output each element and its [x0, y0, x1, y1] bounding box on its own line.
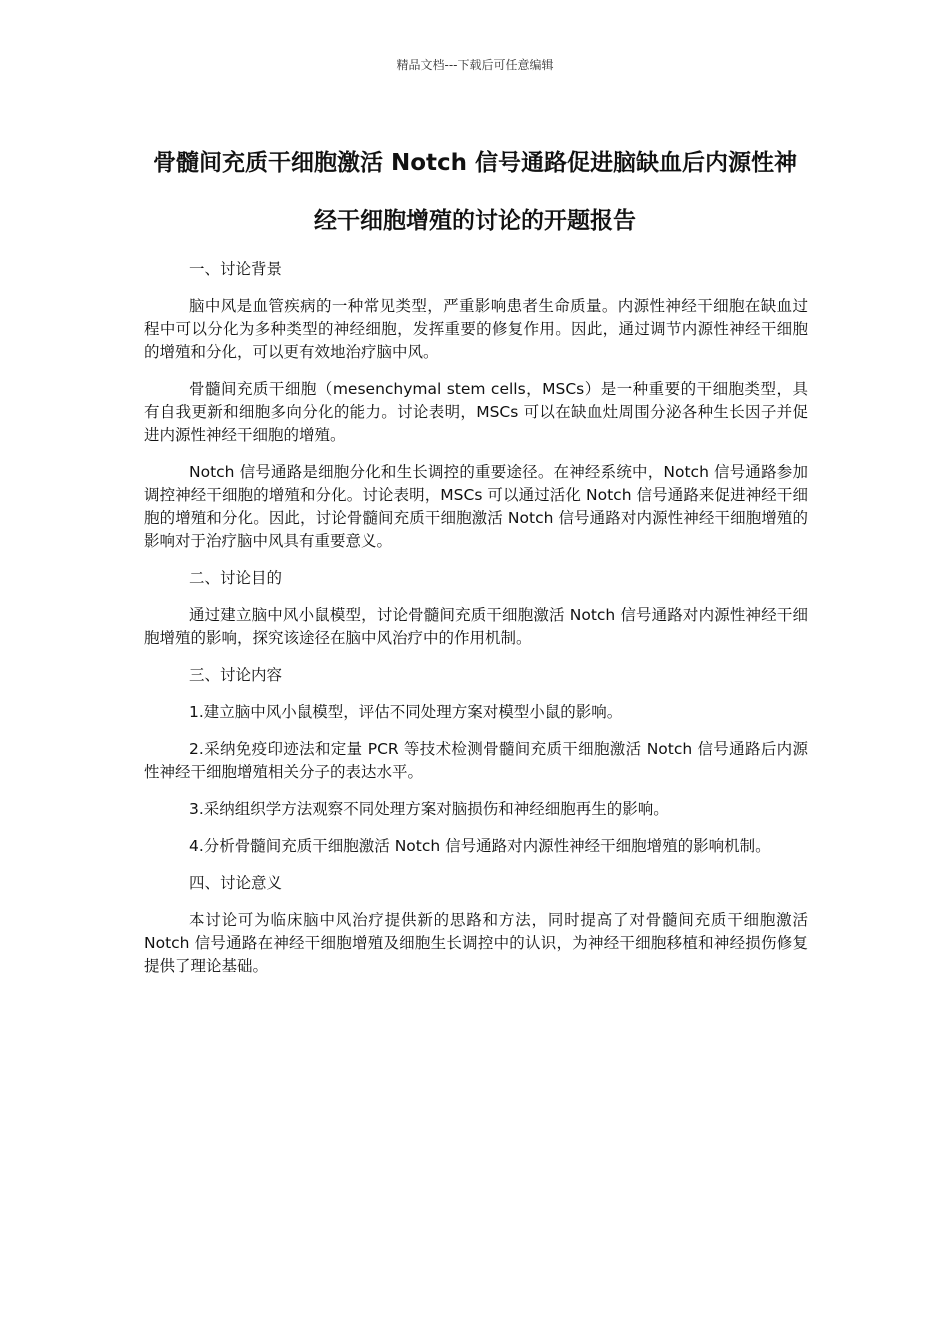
- background-paragraph-1: 脑中风是血管疾病的一种常见类型，严重影响患者生命质量。内源性神经干细胞在缺血过程中可以分化为多种类型的神经细胞，发挥重要的修复作用。因此，通过调节内源性神经干细胞的增殖和分化，可以更有效地治疗脑中风。: [144, 297, 808, 361]
- content-item-1: 1.建立脑中风小鼠模型，评估不同处理方案对模型小鼠的影响。: [189, 703, 623, 721]
- purpose-paragraph: 通过建立脑中风小鼠模型，讨论骨髓间充质干细胞激活 Notch 信号通路对内源性神经干细胞增殖的影响，探究该途径在脑中风治疗中的作用机制。: [144, 606, 808, 647]
- background-paragraph-2: 骨髓间充质干细胞（mesenchymal stem cells，MSCs）是一种重要的干细胞类型，具有自我更新和细胞多向分化的能力。讨论表明，MSCs 可以在缺血灶周围分泌各种生长因子并促进内源性神经干细胞的增殖。: [144, 380, 808, 444]
- header-note: 精品文档---下载后可任意编辑: [396, 58, 554, 72]
- document-body: [144, 258, 808, 992]
- document-title: 骨髓间充质干细胞激活 Notch 信号通路促进脑缺血后内源性神经干细胞增殖的讨论的开题报告: [152, 150, 798, 234]
- content-item-3: 3.采纳组织学方法观察不同处理方案对脑损伤和神经细胞再生的影响。: [189, 800, 669, 818]
- section-heading-background: 一、讨论背景: [189, 260, 283, 278]
- content-item-2: 2.采纳免疫印迹法和定量 PCR 等技术检测骨髓间充质干细胞激活 Notch 信号通路后内源性神经干细胞增殖相关分子的表达水平。: [144, 740, 808, 781]
- section-heading-purpose: 二、讨论目的: [189, 569, 283, 587]
- section-heading-significance: 四、讨论意义: [189, 874, 283, 892]
- section-heading-content: 三、讨论内容: [189, 666, 283, 684]
- background-paragraph-3: Notch 信号通路是细胞分化和生长调控的重要途径。在神经系统中，Notch 信号通路参加调控神经干细胞的增殖和分化。讨论表明，MSCs 可以通过活化 Notch 信号通路来促进神经干细胞的增殖和分化。因此，讨论骨髓间充质干细胞激活 Notch 信号通路对内源性神经干细胞增殖的影响对于治疗脑中风具有重要意义。: [144, 463, 808, 550]
- content-item-4: 4.分析骨髓间充质干细胞激活 Notch 信号通路对内源性神经干细胞增殖的影响机制。: [189, 837, 771, 855]
- significance-paragraph: 本讨论可为临床脑中风治疗提供新的思路和方法，同时提高了对骨髓间充质干细胞激活 Notch 信号通路在神经干细胞增殖及细胞生长调控中的认识，为神经干细胞移植和神经损伤修复提供了理论基础。: [144, 911, 808, 975]
